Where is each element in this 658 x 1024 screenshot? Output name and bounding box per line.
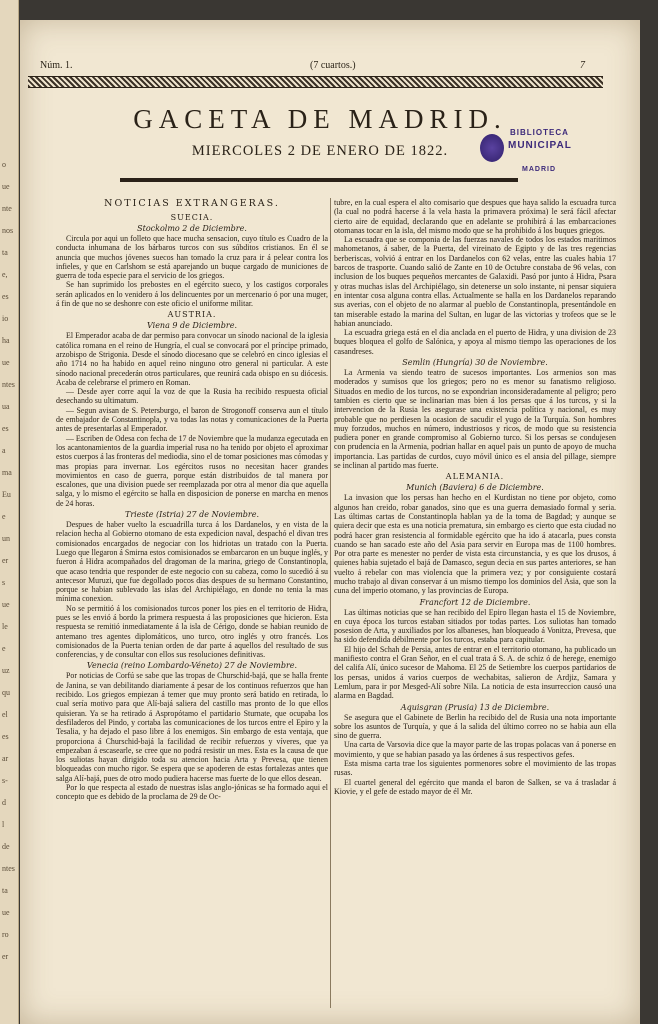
article-paragraph: — Desde ayer corre aquí la voz de que la Rusia ha recibido respuesta oficial desechando su ultimatum. — [56, 387, 328, 406]
article-paragraph: La Armenia va siendo teatro de sucesos importantes. Los armenios son mas moderados y sumisos que los griegos; pero no es menor su fanatismo religioso. Situados en medio de los turcos, no se expondrian inconsideradamente al peligro; pero tambien es cierto que se inclinarian mas bien á los persas que á los turcos, y si la intervencion de la Rusia les asegurase una existencia política y nacional, es muy probable que no perdiesen la ocasion de sacudir el yugo de la Turquía. Son hombres muy forzudos, muchos en número, industriosos y ricos, de modo que su resistencia pudiera poner en grande compromiso al Gobierno turco. Si los persas se condujesen con prudencia en la Armenia, podrian hallar en aquel pais un punto de apoyo de mucha importancia. Las partidas de curdos, cuyo móvil único es el ansia del pillage, siempre se inclinan al partido mas fuerte. — [334, 368, 616, 471]
margin-fragment: s- — [2, 776, 8, 785]
margin-fragment: ue — [2, 182, 10, 191]
article-paragraph: La escuadra que se componia de las fuerzas navales de todos los estados marítimos mahometanos, á saber, de la Puerta, del vireinato de Egipto y de las tres regencias berberiscas, volvió á entrar en los Dardanelos con 62 velas, entre las cuales habia 17 barcos de trasporte. Cuando salió de Zante en 10 de Octubre constaba de 96 velas, con inclusion de los buques pequeños mercantes de Galaxidi. Pasó por junto á Hidra, Psara y otras muchas islas del Archipiélago, sin detenerse un solo instante, ni pensar siquiera en intentar cosa alguna contra ellas. Actualmente se halla en los Dardanelos reparando sus averias, con el objeto de no alarmar al pueblo de Constantinopla, presentándole en tan miserable estado la marina del Sultan, en lugar de las victorias y trofeos que se le habian anunciado. — [334, 235, 616, 328]
page-number: 7 — [580, 60, 585, 71]
article-paragraph: El Emperador acaba de dar permiso para convocar un sínodo nacional de la iglesia católica romana en el reino de Hungría, el cual se convocará por el príncipe primado, arzobispo de Strigonia. Desde el sínodo diocesano que se celebró en cinco iglesias el año 1714 no ha habido en aquel reino ninguno otro general ni particular. A este sínodo nacional precederán otros particulares, que reunirá cada obispo en su diócesis. Acaba de celebrarse el primero en Roman. — [56, 331, 328, 387]
dateline: Trieste (Istria) 27 de Noviembre. — [124, 510, 260, 520]
stamp-line-3: MADRID — [522, 166, 556, 173]
article-paragraph: Despues de haber vuelto la escuadrilla turca á los Dardanelos, y en vista de la relacion hecha al Gobierno otomano de esta expedicion naval, despachó el divan tres comisionados encargados de negociar con los hidriotas un tratado con la Puerta. Luego que llegaron á Smirna estos comisionados se embarcaron en un buque inglés, y fueron á Hidra acompañados del dragoman de la marina, griego de Constantinopla, que acaso tendria que responder de este negocio con su cabeza, como lo sucedió á su antecesor Muruzi, que fue degollado pocos dias despues de su hermano Constantino, porque se habian sublevado las islas del Archipiélago, en donde no tenia la mas mínima conexion. — [56, 520, 328, 604]
margin-fragment: d — [2, 798, 6, 807]
margin-fragment: l — [2, 820, 5, 829]
dateline: Francfort 12 de Diciembre. — [419, 597, 531, 607]
margin-fragment: io — [2, 314, 9, 323]
margin-fragment: e — [2, 644, 6, 653]
header-top-line — [20, 60, 640, 76]
article-paragraph: El hijo del Schah de Persia, antes de entrar en el territorio otomano, ha publicado un manifiesto contra el Gran Señor, en el cual trata á S. A. de schiz ó de herege, enemigo del califa Alí, único sucesor de Mahoma. El 25 de Setiembre los cuerpos partidarios de los persas, unidos á varios cuerpos de wechabitas, salieron de Ardjiz, Samara y Lemlum, para ir por Mesged-Alí sobre Nila. La noticia de esta insurreccion causó una alarma en Bagdad. — [334, 644, 616, 701]
margin-fragment: es — [2, 732, 9, 741]
article-paragraph: Por lo que respecta al estado de nuestras islas anglo-jónicas se ha formado aqui el concepto que es debido de la proclama de 29 de Oc- — [56, 783, 328, 802]
margin-fragment: un — [2, 534, 10, 543]
article-paragraph: No se permitió á los comisionados turcos poner los pies en el territorio de Hidra, pues se les envió á bordo la primera respuesta á las proposiciones que hicieron. Esta respuesta se remitió inmediatamente á la isla de Cérigo, donde se habian reunido de antemano tres agentes diplomáticos, uno turco, otro inglés y otro francés. Los comisionados de la Puerta tenian orden de dar parte á aquellos del resultado de sus conferencias, y de consultar con ellos sus resoluciones definitivas. — [56, 603, 328, 660]
margin-fragment: ar — [2, 754, 9, 763]
newspaper-title: GACETA DE MADRID. — [133, 104, 507, 134]
margin-fragment: ta — [2, 886, 8, 895]
dateline: Stockolmo 2 de Diciembre. — [137, 224, 247, 233]
margin-fragment: ta — [2, 248, 8, 257]
issue-number: Núm. 1. — [40, 60, 73, 71]
margin-fragment: ha — [2, 336, 10, 345]
article-paragraph: El cuartel general del egército que manda el baron de Salken, se va á trasladar á Kiovie, y el gefe de estado mayor de él Mr. — [334, 777, 616, 796]
stamp-line-2: MUNICIPAL — [508, 140, 572, 151]
stamp-line-1: BIBLIOTECA — [510, 128, 569, 137]
seal-icon — [480, 134, 504, 162]
margin-fragment: nte — [2, 204, 12, 213]
article-paragraph: tubre, en la cual espera el alto comisario que despues que haya salido la escuadra turca (la cual no podrá hacerse á la vela hasta la primavera próxima) le será fácil afectar cierto aire de equidad, declarando que en adelante se prohibirá á las embarcaciones otomanas tocar en la isla, del mismo modo que se ha prohibido á los buques griegos. — [334, 198, 616, 235]
dateline: Munich (Baviera) 6 de Diciembre. — [406, 483, 544, 493]
country-heading: SUECIA. — [170, 213, 214, 222]
article-paragraph: La invasion que los persas han hecho en el Kurdistan no tiene por objeto, como algunos han creido, robar ganados, sino que es una guerra demasiado formal y seria. Las últimas cartas de Constantinopla hablan ya de la toma de Bagdad; y aunque se quiera decir que esta es una noticia prematura, sin embargo es cierto que esta ciudad no podrá hacer gran resistencia al formidable egército que ha ido á atacarla, pues consta cuando se han sacado este año del Asia para servir en Europa mas de 1100 hombres. Por otra parte es menester no perder de vista esta circunstancia, y es que los drusos, á quienes habia sujetado el bajá de Damasco, segun decia en sus partes anteriores, se han vuelto á rebelar con mas violencia que la primera vez; y por consiguiente costará mucho trabajo al divan conservar á un mismo tiempo los dominios del Asia, que son la cuna del imperio otomano, y las provincias de Europa. — [334, 493, 616, 596]
newspaper-page — [20, 20, 640, 1024]
margin-fragment: ma — [2, 468, 12, 477]
margin-fragment: Eu — [2, 490, 11, 499]
margin-fragment: e, — [2, 270, 8, 279]
ornamental-border — [28, 76, 603, 88]
country-heading: AUSTRIA. — [167, 310, 217, 320]
margin-fragment: s — [2, 578, 6, 587]
library-stamp — [478, 126, 598, 186]
margin-fragment: uz — [2, 666, 10, 675]
dateline: Venecia (reino Lombardo-Véneto) 27 de Noviembre. — [86, 661, 298, 671]
margin-fragment: qu — [2, 688, 10, 697]
title-rule — [120, 178, 518, 182]
article-paragraph: Circula por aqui un folleto que hace mucha sensacion, cuyo título es Cuadro de la conducta inhumana de los bárbaros turcos con sus súbditos cristianos. En él se anuncia que muchos jóvenes suecos han tomado la cruz para ir á pelear contra los infieles, y que en Carlshom se está aparejando un buque cargado de municiones de guerra de toda especie para el servicio de los griegos. — [56, 234, 328, 281]
margin-fragment: ua — [2, 402, 10, 411]
left-column — [56, 198, 328, 1008]
dateline: Aquisgran (Prusia) 13 de Diciembre. — [400, 702, 550, 712]
article-paragraph: Esta misma carta trae los siguientes pormenores sobre el movimiento de las tropas rusas. — [334, 759, 616, 778]
margin-fragment: er — [2, 556, 9, 565]
country-heading: ALEMANIA. — [445, 472, 505, 482]
article-paragraph: Se asegura que el Gabinete de Berlin ha recibido del de Rusia una nota importante sobre los asuntos de Turquía, y que á la salida del último correo no se habia aun ella sino de guerra. — [334, 712, 616, 741]
margin-fragment: le — [2, 622, 8, 631]
issue-date: MIERCOLES 2 DE ENERO DE 1822. — [191, 143, 449, 159]
article-paragraph: Las últimas noticias que se han recibido del Epiro llegan hasta el 15 de Noviembre, en cuya época los turcos estaban sitiados por todas partes. Los suliotas han tomado posesion de Arta, y auxiliados por los albaneses, han bloqueado á Vonitza, Prevesa, que ha sido defendida débilmente por los turcos, estaba para capitular. — [334, 607, 616, 645]
dateline: Viena 9 de Diciembre. — [147, 321, 237, 331]
margin-fragment: e — [2, 512, 6, 521]
margin-fragment: ntes — [2, 380, 15, 389]
margin-fragment: ue — [2, 908, 10, 917]
margin-fragment: ue — [2, 600, 10, 609]
column-divider — [330, 198, 331, 1008]
article-paragraph: Por noticias de Corfú se sabe que las tropas de Churschid-bajá, que se halla frente de Janina, se van debilitando diariamente á pesar de los continuos refuerzos que han recibido. Los griegos empiezan á temer que muy pronto será batido en retirada, lo cual sería motivo para que Alí-bajá saliera del castillo mas pronto de lo que ellos quisieran. Ya se ha retirado á Aspropótamo el partidario Sturnate, que ocupaba los desfiladeros del Pindo, y cortaba las comunicaciones de los turcos entre el Epiro y la Tesalia, y ha dejado el paso libre á los enemigos. Sin embargo de esta ventaja, que proporciona á Churschid-bajá la facilidad de recibir refuerzos y víveres, que ya empezaban á escasearle, se cree que no podrá resistir un mes. Esta es la causa de que los suliotas hayan dirigido toda su atencion hacia Arta y Prevesa, que tienen bloqueadas con mucho rigor. Se espera que se apoderen de estas fortalezas antes que salga Alí-bajá, pues de otro modo pudiera hacerse mas fuerte de lo que ellos desean. — [56, 671, 328, 783]
margin-fragment: o — [2, 160, 6, 169]
adjacent-page-strip — [0, 0, 19, 1024]
margin-fragment: es — [2, 292, 9, 301]
article-paragraph: — Escriben de Odesa con fecha de 17 de Noviembre que la mudanza egecutada en los acantonamientos de la guardia imperial rusa no ha tenido por objeto el aproximar estos cuerpos á las fronteras del mediodia, sino el de tomar posiciones mas cómodas y mas propias para invernar. Los egércitos rusos no necesitan hacer grandes movimientos en caso de guerra, porque están distribuidos de tal manera por escalones, que una division puede ser reemplazada por otra al menor dia que aquella salga, y lo mismo el egército se halla en disposicion de ponerse en marcha en menos de 24 horas. — [56, 433, 328, 508]
right-column — [334, 198, 616, 1008]
margin-fragment: ro — [2, 930, 9, 939]
margin-fragment: de — [2, 842, 10, 851]
margin-fragment: ue — [2, 358, 10, 367]
margin-fragment: ntes — [2, 864, 15, 873]
article-paragraph: Se han suprimido los prebostes en el egército sueco, y los castigos corporales serán aplicados en lo venidero á los delincuentes por un mercenario ó por una muger, á fin de que no se deshonre con este oficio el uniforme militar. — [56, 280, 328, 309]
margin-fragment: nos — [2, 226, 14, 235]
price: (7 cuartos.) — [310, 60, 356, 71]
article-paragraph: La escuadra griega está en el dia anclada en el puerto de Hidra, y una division de 23 buques bloquea el golfo de Salónica, y apoya al mismo tiempo las operaciones de los casandreses. — [334, 328, 616, 356]
article-paragraph: — Segun avisan de S. Petersburgo, el baron de Strogonoff conserva aun el título de embajador de Constantinopla, y va todas las notas y comunicaciones de la Puerta antes de presentarlas al Emperador. — [56, 405, 328, 434]
margin-fragment: es — [2, 424, 9, 433]
dateline: Semlin (Hungría) 30 de Noviembre. — [402, 358, 548, 368]
margin-fragment: el — [2, 710, 8, 719]
article-paragraph: Una carta de Varsovia dice que la mayor parte de las tropas polacas van á ponerse en movimiento, y que se habian pasado ya las órdenes á sus respectivos gefes. — [334, 740, 616, 759]
section-title: NOTICIAS EXTRANGERAS. — [104, 198, 280, 209]
margin-fragment: a — [2, 446, 6, 455]
margin-fragment: er — [2, 952, 9, 961]
